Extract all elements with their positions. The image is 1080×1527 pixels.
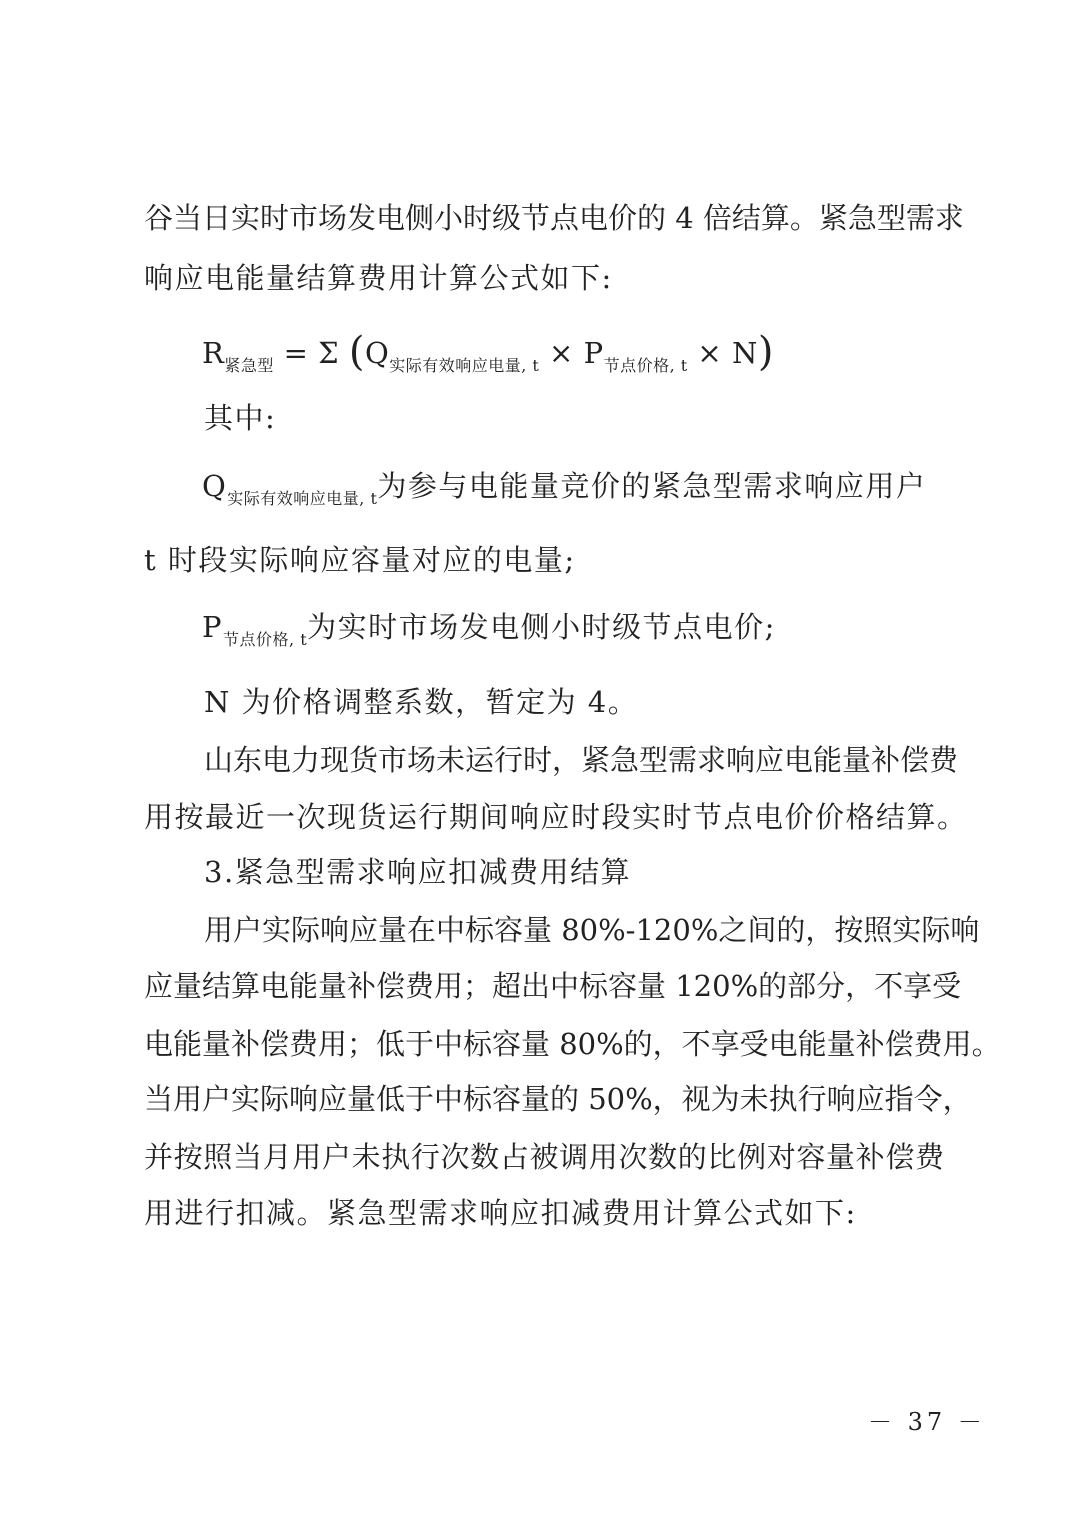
section-heading: 3.紧急型需求响应扣减费用结算 bbox=[204, 855, 632, 889]
formula-q-symbol: Q bbox=[364, 336, 390, 370]
where-label: 其中: bbox=[204, 401, 277, 435]
def-p-sub: 节点价格, t bbox=[223, 630, 308, 649]
definition-n: N 为价格调整系数，暂定为 4。 bbox=[204, 685, 639, 719]
para1-line1: 谷当日实时市场发电侧小时级节点电价的 4 倍结算。紧急型需求 bbox=[144, 201, 964, 235]
definition-q bbox=[202, 466, 926, 511]
def-p-text: 为实时市场发电侧小时级节点电价; bbox=[307, 610, 776, 644]
formula-equals-sum: = Σ bbox=[273, 336, 349, 370]
para3-line3: 电能量补偿费用；低于中标容量 80%的，不享受电能量补偿费用。 bbox=[144, 1027, 1001, 1061]
def-p-symbol: P bbox=[202, 610, 224, 644]
para3-line5: 并按照当月用户未执行次数占被调用次数的比例对容量补偿费 bbox=[144, 1140, 944, 1174]
def-q-symbol: Q bbox=[202, 469, 228, 503]
formula-close-paren: ) bbox=[757, 329, 774, 375]
def-q-sub: 实际有效响应电量, t bbox=[227, 489, 378, 508]
formula-open-paren: ( bbox=[348, 329, 365, 375]
definition-p bbox=[202, 607, 776, 652]
formula-p-symbol: P bbox=[583, 336, 604, 370]
formula-p-sub: 节点价格, t bbox=[603, 356, 688, 375]
para2-line1: 山东电力现货市场未运行时，紧急型需求响应电能量补偿费 bbox=[204, 743, 959, 777]
formula-q-sub: 实际有效响应电量, t bbox=[389, 356, 540, 375]
para3-line1: 用户实际响应量在中标容量 80%-120%之间的，按照实际响 bbox=[204, 913, 980, 947]
para2-line2: 用按最近一次现货运行期间响应时段实时节点电价价格结算。 bbox=[144, 800, 968, 834]
formula-r-emergency bbox=[202, 330, 774, 378]
formula-times-n: × N bbox=[687, 336, 758, 370]
formula-r-symbol: R bbox=[202, 336, 225, 370]
def-q-text: 为参与电能量竞价的紧急型需求响应用户 bbox=[377, 469, 927, 503]
page-number: － 37 － bbox=[868, 1408, 986, 1436]
para3-line6: 用进行扣减。紧急型需求响应扣减费用计算公式如下: bbox=[144, 1196, 857, 1230]
formula-r-sub: 紧急型 bbox=[224, 356, 274, 375]
para1-line2: 响应电能量结算费用计算公式如下: bbox=[144, 261, 613, 295]
definition-q-continued: t 时段实际响应容量对应的电量; bbox=[144, 543, 576, 577]
formula-times: × bbox=[539, 336, 584, 370]
para3-line2: 应量结算电能量补偿费用；超出中标容量 120%的部分，不享受 bbox=[144, 969, 962, 1003]
para3-line4: 当用户实际响应量低于中标容量的 50%，视为未执行响应指令， bbox=[144, 1082, 972, 1116]
